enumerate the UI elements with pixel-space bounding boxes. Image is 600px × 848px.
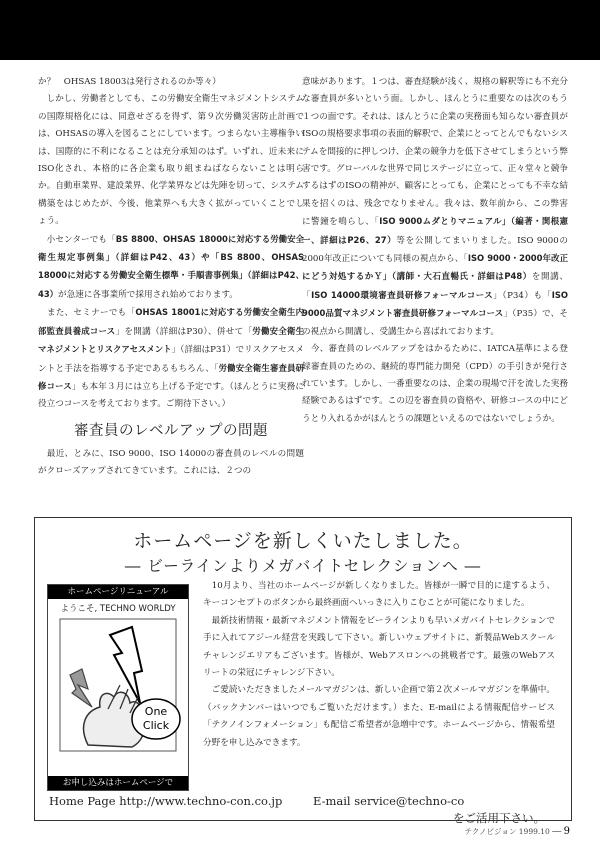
click-illustration <box>48 615 188 775</box>
text-run: 小センターでも「 <box>38 234 116 245</box>
emphasis: 労働安全衛生審査員研修コース <box>38 362 305 391</box>
homepage-illustration <box>47 584 189 791</box>
text-run: が急速に各事業所で採用され始めております。 <box>58 289 238 300</box>
emphasis: 労働安全衛生マネジメントとリスクアセスメント <box>38 325 304 355</box>
text-run: を開講、「 <box>302 272 568 301</box>
text-run: 等を公開してまいりました。ISO 9000の2000年改正についても同様の視点から、「 <box>302 235 568 265</box>
announcement-box <box>34 517 572 825</box>
homepage-url[interactable]: Home Page http://www.techno-con.co.jp <box>49 794 283 808</box>
text-run: 」（詳細はP31）でリスクアセスメントと手法を指導する予定であるもちろん、「 <box>38 345 304 374</box>
emphasis: OHSAS 18001に対応する労働安全衛生内部監査員養成コース <box>38 307 304 336</box>
closing-text: をご活用下さい。 <box>453 811 545 825</box>
text-run: 」も本年３月には立ち上げる予定です。（ほんとうに実務に役立つコースを考えております。ご期待下さい。） <box>38 381 304 410</box>
announcement-text <box>203 578 555 752</box>
paragraph <box>302 74 568 341</box>
lightning-icon <box>110 627 142 703</box>
text-run: 」（P35）で、その視点から開講し、受講生から喜ばれております。 <box>302 309 568 337</box>
page-footer: テクノビジョン 1999.10 ── 9 <box>464 826 570 837</box>
emphasis: ISO 9000品質マネジメント審査員研修フォーマルコース <box>302 289 568 319</box>
spark-icon <box>70 669 92 707</box>
bubble-text-2: Click <box>142 719 170 732</box>
emphasis: ISO 9000・2000年改正にどう対処するかＹ」（講師・大石直暢氏・詳細はP48） <box>302 253 568 282</box>
paragraph: ご愛読いただきましたメールマガジンは、新しい企画で第２次メールマガジンを準備中。（バックナンバーはいつでもご覧いただけます。）また、E-mailによる情報配信サービス「テクノインフォメーション」も配信ご希望者が急増中です。ホームページから、情報希望分野を申し込みできます。 <box>203 685 555 748</box>
email-address[interactable]: E-mail service@techno-co <box>313 794 465 808</box>
section-title: 審査員のレベルアップの問題 <box>74 422 268 439</box>
paragraph: 最近、とみに、ISO 9000、ISO 14000の審査員のレベルの問題がクローズアップされてきています。これには、２つの <box>38 448 304 477</box>
panel-footer: お申し込みはホームページで <box>48 776 188 790</box>
emphasis: BS 8800、OHSAS 18000に対応する労働安全衛生規定事例集」（詳細はP42、43）や「BS 8800、OHSAS 18000に対応する労働安全衛生標準・手順書事例集」（詳細はP42、43） <box>38 233 304 299</box>
text-run: 意味があります。１つは、審査経験が浅く、規格の解釈等にも不充分な審査員が多いという面。しかし、ほんとうに重要なのは次のもう１つの面です。それは、ほんとうに企業の実務面も知らない審査員がISOの規格要求事項の表面的解釈で、企業にとってとんでもないシステムを間接的に押しつけ、企業の競争力を低下させてしまうという弊害です。グローバルな世界で同じステージに立って、正々堂々と競争するはずのISOの精神が、顧客にとっても、企業にとっても不幸な結果を招くのは、残念でなりません。我々は、数年前から、この弊害に警鐘を鳴らし、「 <box>302 77 568 228</box>
paragraph: 10月より、当社のホームページが新しくなりました。皆様が一瞬で目的に達するよう、キーコンセプトのボタンから最終画面へいっきに入りこむことが可能になりました。 <box>203 581 555 609</box>
left-column <box>38 74 304 481</box>
paragraph: しかし、労働者としても、この労働安全衛生マネジメントシステムの国際規格化には、同意せざるを得ず、第９次労働災害防止計画では、OHSASの導入を図ることにしています。つまらない主導権争いは、国際的に不利になることは充分承知のはず。いずれ、近未来にISO化され、本格的に各企業も取り組まねばならないことは明らか。自動車業界、建設業界、化学業界などは先陣を切って、システム構築をはじめたが、今後、他業界へも大きく拡がっていくことでしょう。 <box>38 94 304 227</box>
bubble-text-1: One <box>144 705 168 718</box>
announcement-title: ホームページを新しくいたしました。 <box>133 530 473 552</box>
emphasis: ISO 9000ムダとりマニュアル」（編著・関根憲一、詳細はP26、27） <box>302 216 568 245</box>
right-column <box>302 74 568 428</box>
paragraph: 今、審査員のレベルアップをはかるために、IATCA基準による登録審査員のための、継続的専門能力開発（CPD）の手引きが発行されています。しかし、一番重要なのは、企業の現場で汗を流した実務経験であるはずです。この辺を審査員の資格や、研修コースの中にどうとり入れるかがほんとうの課題といえるのではないでしょうか。 <box>302 344 568 424</box>
header-bar <box>0 0 600 60</box>
paragraph: か？ OHSAS 18003は発行されるのか等々） <box>38 77 221 87</box>
paragraph <box>38 231 304 305</box>
text-run: また、セミナーでも「 <box>38 308 136 319</box>
panel-welcome: ようこそ, TECHNO WORLDY <box>60 604 176 614</box>
paragraph: 最新技術情報・最新マネジメント情報をビーラインよりも早いメガバイトセレクションで手に入れてアジール経営を実践して下さい。新しいウェブサイトに、新製品Webスクールチャレンジエリアもございます。皆様が、Webアスロンへの挑戦者です。最強のWebアスリートの栄冠にチャレンジ下さい。 <box>203 615 555 679</box>
text-run: 」を開講（詳細はP30）、併せて「 <box>115 326 253 337</box>
paragraph <box>38 304 304 413</box>
text-run: 」（P34）も「 <box>493 290 552 301</box>
page-number: 9 <box>563 826 570 837</box>
emphasis: ISO 14000環境審査員研修フォーマルコース <box>311 289 494 300</box>
announcement-subtitle: ― ビーラインよりメガバイトセレクションへ ― <box>124 557 482 575</box>
panel-header: ホームページリニューアル <box>48 585 188 599</box>
publication-name: テクノビジョン 1999.10 <box>464 827 550 836</box>
